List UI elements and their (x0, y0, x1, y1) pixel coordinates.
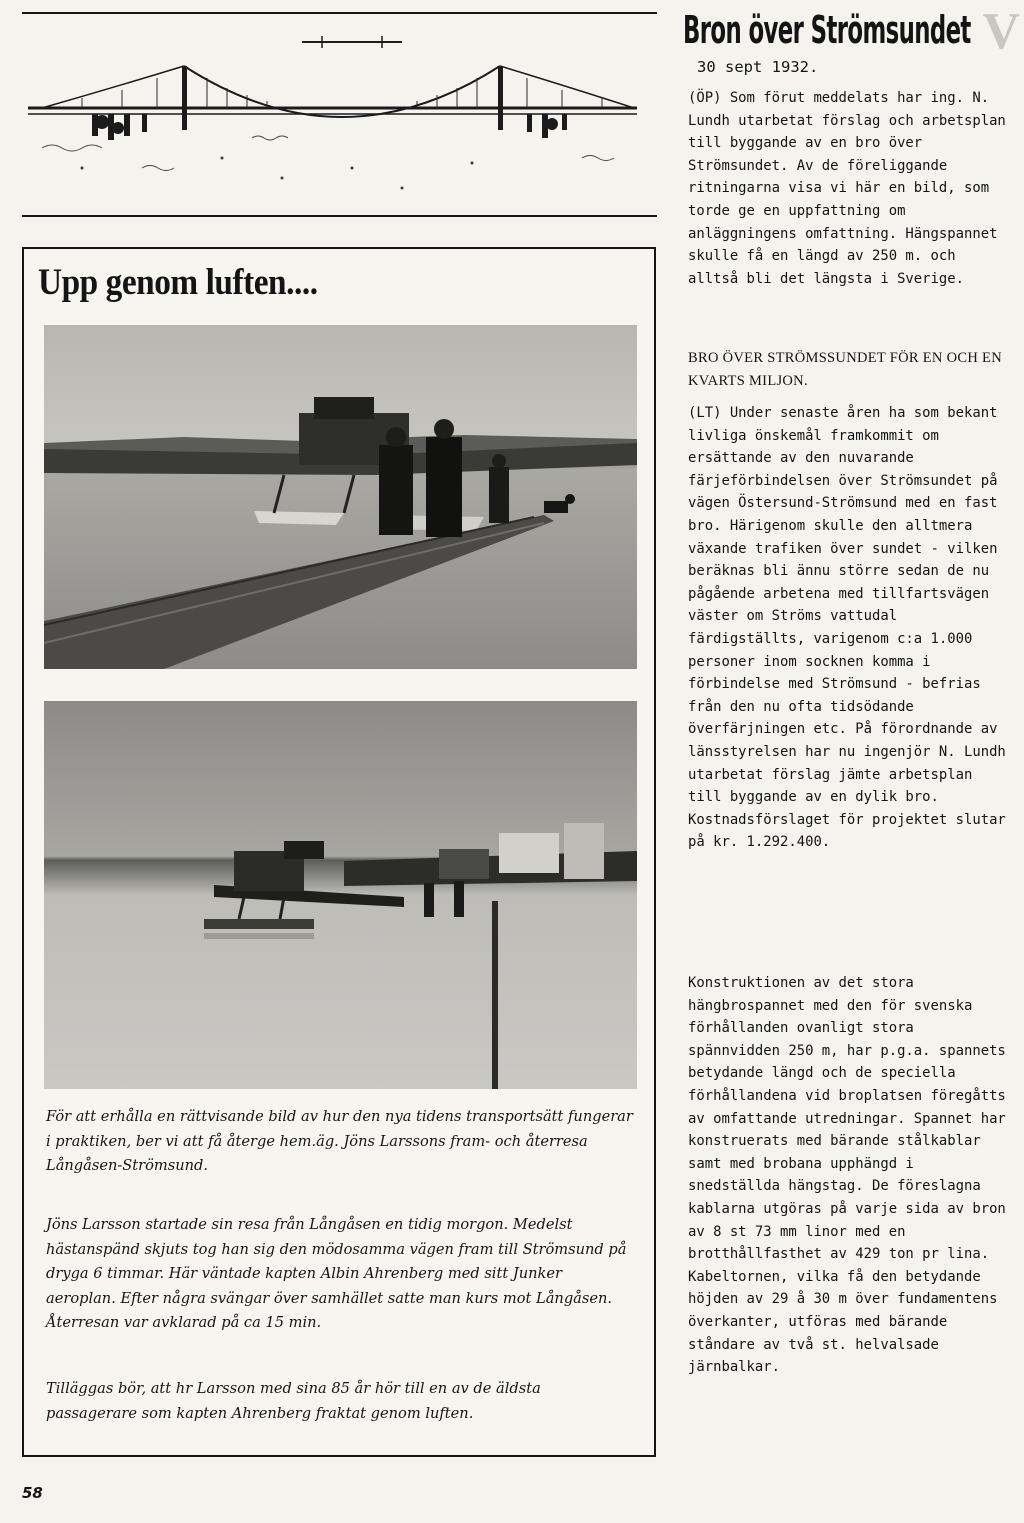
article-date: 30 sept 1932. (697, 58, 819, 76)
seaplane-village-image (44, 701, 637, 1089)
bottom-rule (22, 215, 657, 217)
top-rule (22, 12, 657, 14)
caption-paragraph: För att erhålla en rättvisande bild av hur den nya tidens transportsätt fungerar i praktiken, ber vi att få återge hem.äg. Jöns Larssons fram- och återresa Långåsen-Strömsund. (46, 1108, 633, 1174)
article-subhead: BRO ÖVER STRÖMSSUNDET FÖR EN OCH EN KVARTS MILJON. (688, 350, 1002, 389)
caption-paragraph: Tilläggas bör, att hr Larsson med sina 85 år hör till en av de äldsta passagerare som kapten Ahrenberg fraktat genom luften. (46, 1380, 541, 1422)
bridge-drawing (22, 18, 657, 208)
article-headline: Bron över Strömsundet (683, 8, 971, 52)
bridge-illustration (22, 18, 657, 208)
caption-intro (46, 1105, 636, 1185)
page-number: 58 (22, 1484, 43, 1502)
seaplane-jetty-photo (44, 325, 637, 669)
article-paragraph-op: (ÖP) Som förut meddelats har ing. N. Lundh utarbetat förslag och arbetsplan till byggande av en bro över Strömsundet. Av de föreliggande ritningarna visa vi här en bild, som torde ge en uppfattning om anläggningens omfattning. Hängspannet skulle få en längd av 250 m. och alltså bli det längsta i Sverige. (688, 90, 1006, 287)
caption-closing (46, 1377, 636, 1432)
article-paragraph-lt: (LT) Under senaste åren ha som bekant livliga önskemål framkommit om ersättande av den nuvarande färjeförbindelsen över Strömsundet på vägen Östersund-Strömsund med en fast bro. Härigenom skulle den alltmera växande trafiken över sundet - vilken beräknas bli ännu större sedan de nu pågående arbetena med tillfartsvägen väster om Ströms vattudal färdigställts, varigenom c:a 1.000 personer inom socknen komma i förbindelse med Strömsund - befrias från den nu ofta tidsödande överfärjningen etc. På förordnande av länsstyrelsen har nu ingenjör N. Lundh utarbetat förslag jämte arbetsplan till byggande av en dylik bro. Kostnadsförslaget för projektet slutar på kr. 1.292.400. (688, 405, 1006, 851)
caption-journey (46, 1213, 636, 1342)
caption-paragraph: Jöns Larsson startade sin resa från Långåsen en tidig morgon. Medelst hästanspänd skjuts tog han sig den mödosamma vägen fram till Strömsund på dryga 6 timmar. Här väntade kapten Albin Ahrenberg med sitt Junker aeroplan. Efter några svängar över samhället satte man kurs mot Långåsen. Återresan var avklarad på ca 15 min. (46, 1216, 627, 1331)
box-title: Upp genom luften.... (38, 262, 318, 303)
flight-story-box (22, 247, 656, 1457)
bleed-through-letter: V (982, 3, 1020, 60)
seaplane-jetty-image (44, 325, 637, 669)
seaplane-village-photo (44, 701, 637, 1089)
article-paragraph-construction: Konstruktionen av det stora hängbrospannet med den för svenska förhållanden ovanligt stora spännvidden 250 m, har p.g.a. spannets betydande längd och de speciella förhållandena vid broplatsen föregåtts av omfattande utredningar. Spannet har konstruerats med bärande stålkablar samt med brobana upphängd i snedställda hängstag. De föreslagna kablarna utgöras på varje sida av bron av 8 st 73 mm linor med en brotthållfasthet av 429 ton pr lina. Kabeltornen, vilka få den betydande höjden av 29 å 30 m över fundamentens överkanter, utföras med bärande ståndare av två st. helvalsade järnbalkar. (688, 975, 1006, 1376)
